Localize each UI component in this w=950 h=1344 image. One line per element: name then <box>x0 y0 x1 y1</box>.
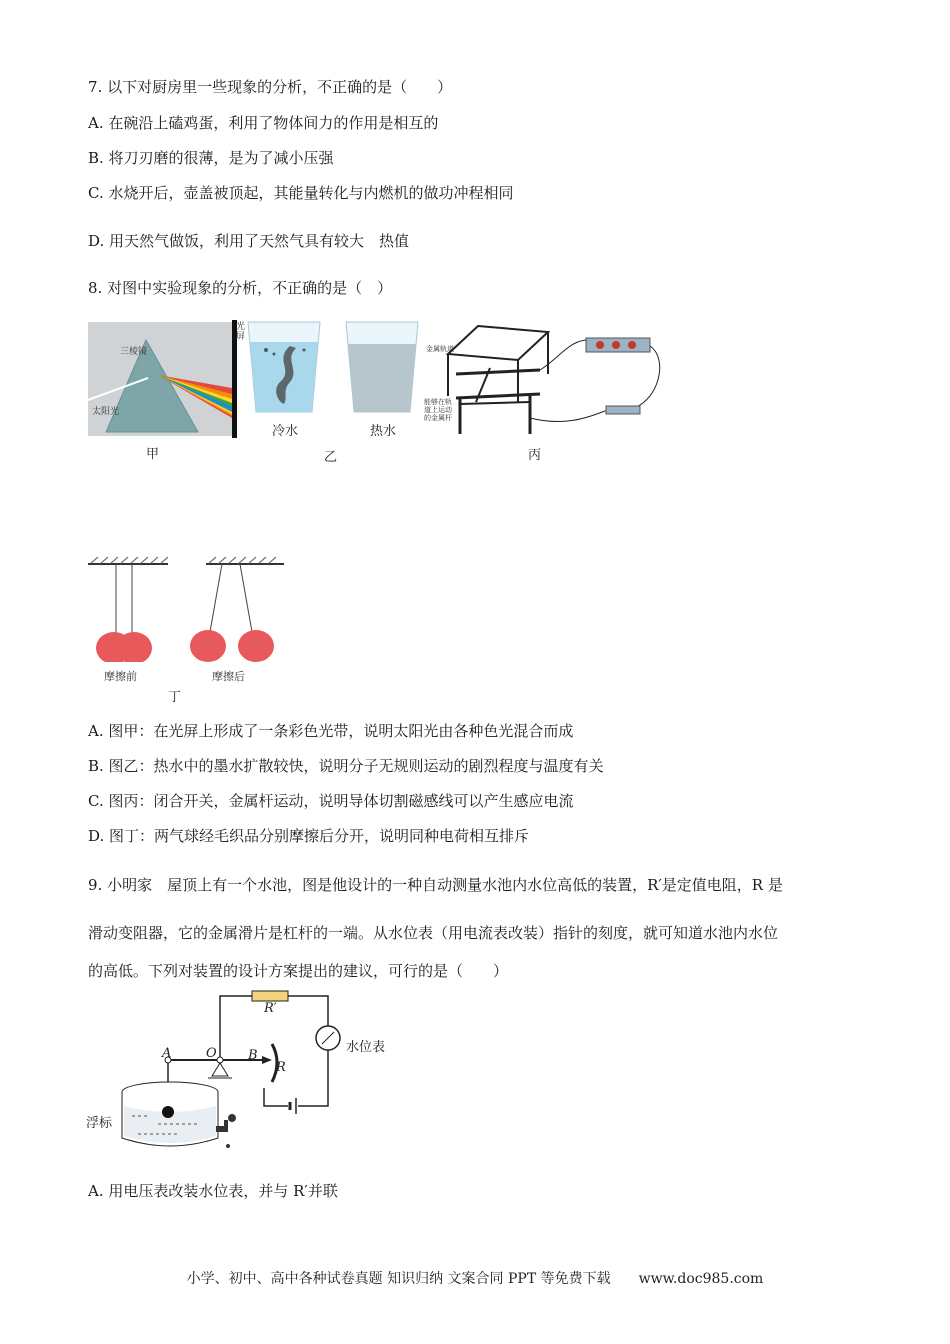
label-point-a: A <box>162 1046 172 1061</box>
label-r-prime: R′ <box>264 1001 277 1016</box>
label-point-o: O <box>206 1046 217 1061</box>
label-screen: 光屏 <box>236 322 246 342</box>
label-rheostat-r: R <box>276 1060 286 1075</box>
label-prism: 三棱镜 <box>120 347 148 357</box>
q7-option-a: A. 在碗沿上磕鸡蛋，利用了物体间力的作用是相互的 <box>88 114 439 132</box>
figure-prism <box>88 320 238 438</box>
q8-option-a: A. 图甲：在光屏上形成了一条彩色光带，说明太阳光由各种色光混合而成 <box>88 722 574 740</box>
figure-balloons <box>88 556 288 662</box>
label-float: 浮标 <box>86 1116 113 1131</box>
label-sunlight: 太阳光 <box>92 407 120 417</box>
label-hot-water: 热水 <box>370 424 397 439</box>
q9-stem-line3: 的高低。下列对装置的设计方案提出的建议，可行的是（ ） <box>88 962 509 980</box>
q9-stem-line1: 9. 小明家 屋顶上有一个水池，图是他设计的一种自动测量水池内水位高低的装置，R′是定值电阻，R 是 <box>88 876 783 894</box>
figure-water-level-circuit <box>88 988 408 1154</box>
label-before-rubbing: 摩擦前 <box>104 670 137 683</box>
q8-option-b: B. 图乙：热水中的墨水扩散较快，说明分子无规则运动的剧烈程度与温度有关 <box>88 757 604 775</box>
caption-jia: 甲 <box>146 447 160 462</box>
q7-option-d: D. 用天然气做饭，利用了天然气具有较大 热值 <box>88 232 410 250</box>
label-metal-rail: 金属轨道 <box>426 345 454 353</box>
caption-ding: 丁 <box>168 690 182 705</box>
label-after-rubbing: 摩擦后 <box>212 670 245 683</box>
q8-option-c: C. 图丙：闭合开关，金属杆运动，说明导体切割磁感线可以产生感应电流 <box>88 792 574 810</box>
caption-bing: 丙 <box>528 448 542 463</box>
label-water-level-meter: 水位表 <box>346 1040 386 1055</box>
figure-beakers <box>244 320 424 416</box>
q7-option-c: C. 水烧开后，壶盖被顶起，其能量转化与内燃机的做功冲程相同 <box>88 184 514 202</box>
q7-option-b: B. 将刀刃磨的很薄，是为了减小压强 <box>88 149 334 167</box>
q7-stem: 7. 以下对厨房里一些现象的分析，不正确的是（ ） <box>88 78 453 96</box>
label-point-b: B <box>248 1048 258 1063</box>
caption-yi: 乙 <box>324 450 338 465</box>
q9-option-a: A. 用电压表改装水位表，并与 R′并联 <box>88 1182 338 1200</box>
q9-stem-line2: 滑动变阻器，它的金属滑片是杠杆的一端。从水位表（用电流表改装）指针的刻度，就可知道水池内水位 <box>88 924 779 942</box>
q8-stem: 8. 对图中实验现象的分析，不正确的是（ ） <box>88 279 393 297</box>
label-metal-rod: 能够在轨道上运动的金属杆 <box>424 398 452 422</box>
page-footer: 小学、初中、高中各种试卷真题 知识归纳 文案合同 PPT 等免费下载 www.doc985.com <box>186 1271 764 1287</box>
label-cold-water: 冷水 <box>272 424 299 439</box>
q8-option-d: D. 图丁：两气球经毛织品分别摩擦后分开，说明同种电荷相互排斥 <box>88 827 530 845</box>
